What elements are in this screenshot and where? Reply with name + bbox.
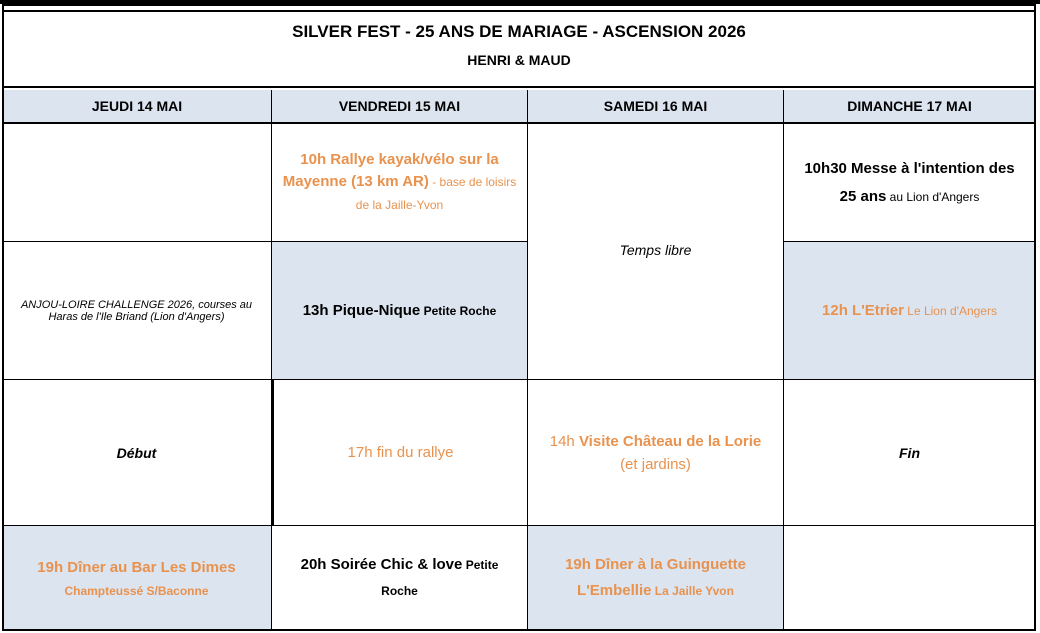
sunday-mass-title: 10h30 Messe à l'intention des 25 ans bbox=[804, 160, 1015, 205]
saturday-visit-sub: (et jardins) bbox=[620, 455, 691, 473]
thursday-dinner-place: Champteussé S/Baconne bbox=[64, 583, 209, 598]
friday-soiree-title: 20h Soirée Chic & love bbox=[300, 556, 463, 574]
friday-soiree-place: Petite Roche bbox=[381, 558, 499, 598]
friday-rallye-place: - base de loisirs de la Jaille-Yvon bbox=[355, 175, 517, 212]
sunday-lunch-place: Le Lion d'Angers bbox=[903, 303, 997, 318]
thursday-dinner-title: 19h Dîner au Bar Les Dimes bbox=[37, 558, 236, 576]
saturday-free: Temps libre bbox=[528, 124, 784, 380]
friday-end-rallye: 17h fin du rallye bbox=[272, 380, 528, 526]
friday-rallye-title: 10h Rallye kayak/vélo sur la Mayenne (13 km AR) bbox=[282, 150, 499, 191]
saturday-visit-title: Visite Château de la Lorie bbox=[578, 432, 762, 450]
header-thursday: JEUDI 14 MAI bbox=[2, 90, 272, 124]
thursday-debut: Début bbox=[2, 380, 272, 526]
saturday-dinner-title: 19h Dîner à la Guinguette L'Embellie bbox=[565, 556, 746, 599]
page-subtitle: HENRI & MAUD bbox=[467, 52, 571, 68]
saturday-visit-time: 14h bbox=[549, 432, 579, 450]
sunday-mass-place: au Lion d'Angers bbox=[886, 189, 980, 204]
challenge-text: ANJOU-LOIRE CHALLENGE 2026, courses au Haras de l'Ile Briand (Lion d'Angers) bbox=[20, 298, 253, 323]
friday-picnic-place: Petite Roche bbox=[420, 303, 497, 318]
outer-frame bbox=[2, 4, 1036, 631]
saturday-dinner-place: La Jaille Yvon bbox=[651, 584, 734, 598]
header-sunday: DIMANCHE 17 MAI bbox=[784, 90, 1036, 124]
page-title: SILVER FEST - 25 ANS DE MARIAGE - ASCENSION 2026 bbox=[292, 22, 746, 41]
header-friday: VENDREDI 15 MAI bbox=[272, 90, 528, 124]
header-saturday: SAMEDI 16 MAI bbox=[528, 90, 784, 124]
sunday-fin: Fin bbox=[784, 380, 1036, 526]
sunday-lunch-title: 12h L'Etrier bbox=[822, 301, 904, 319]
friday-picnic-title: 13h Pique-Nique bbox=[302, 301, 421, 319]
